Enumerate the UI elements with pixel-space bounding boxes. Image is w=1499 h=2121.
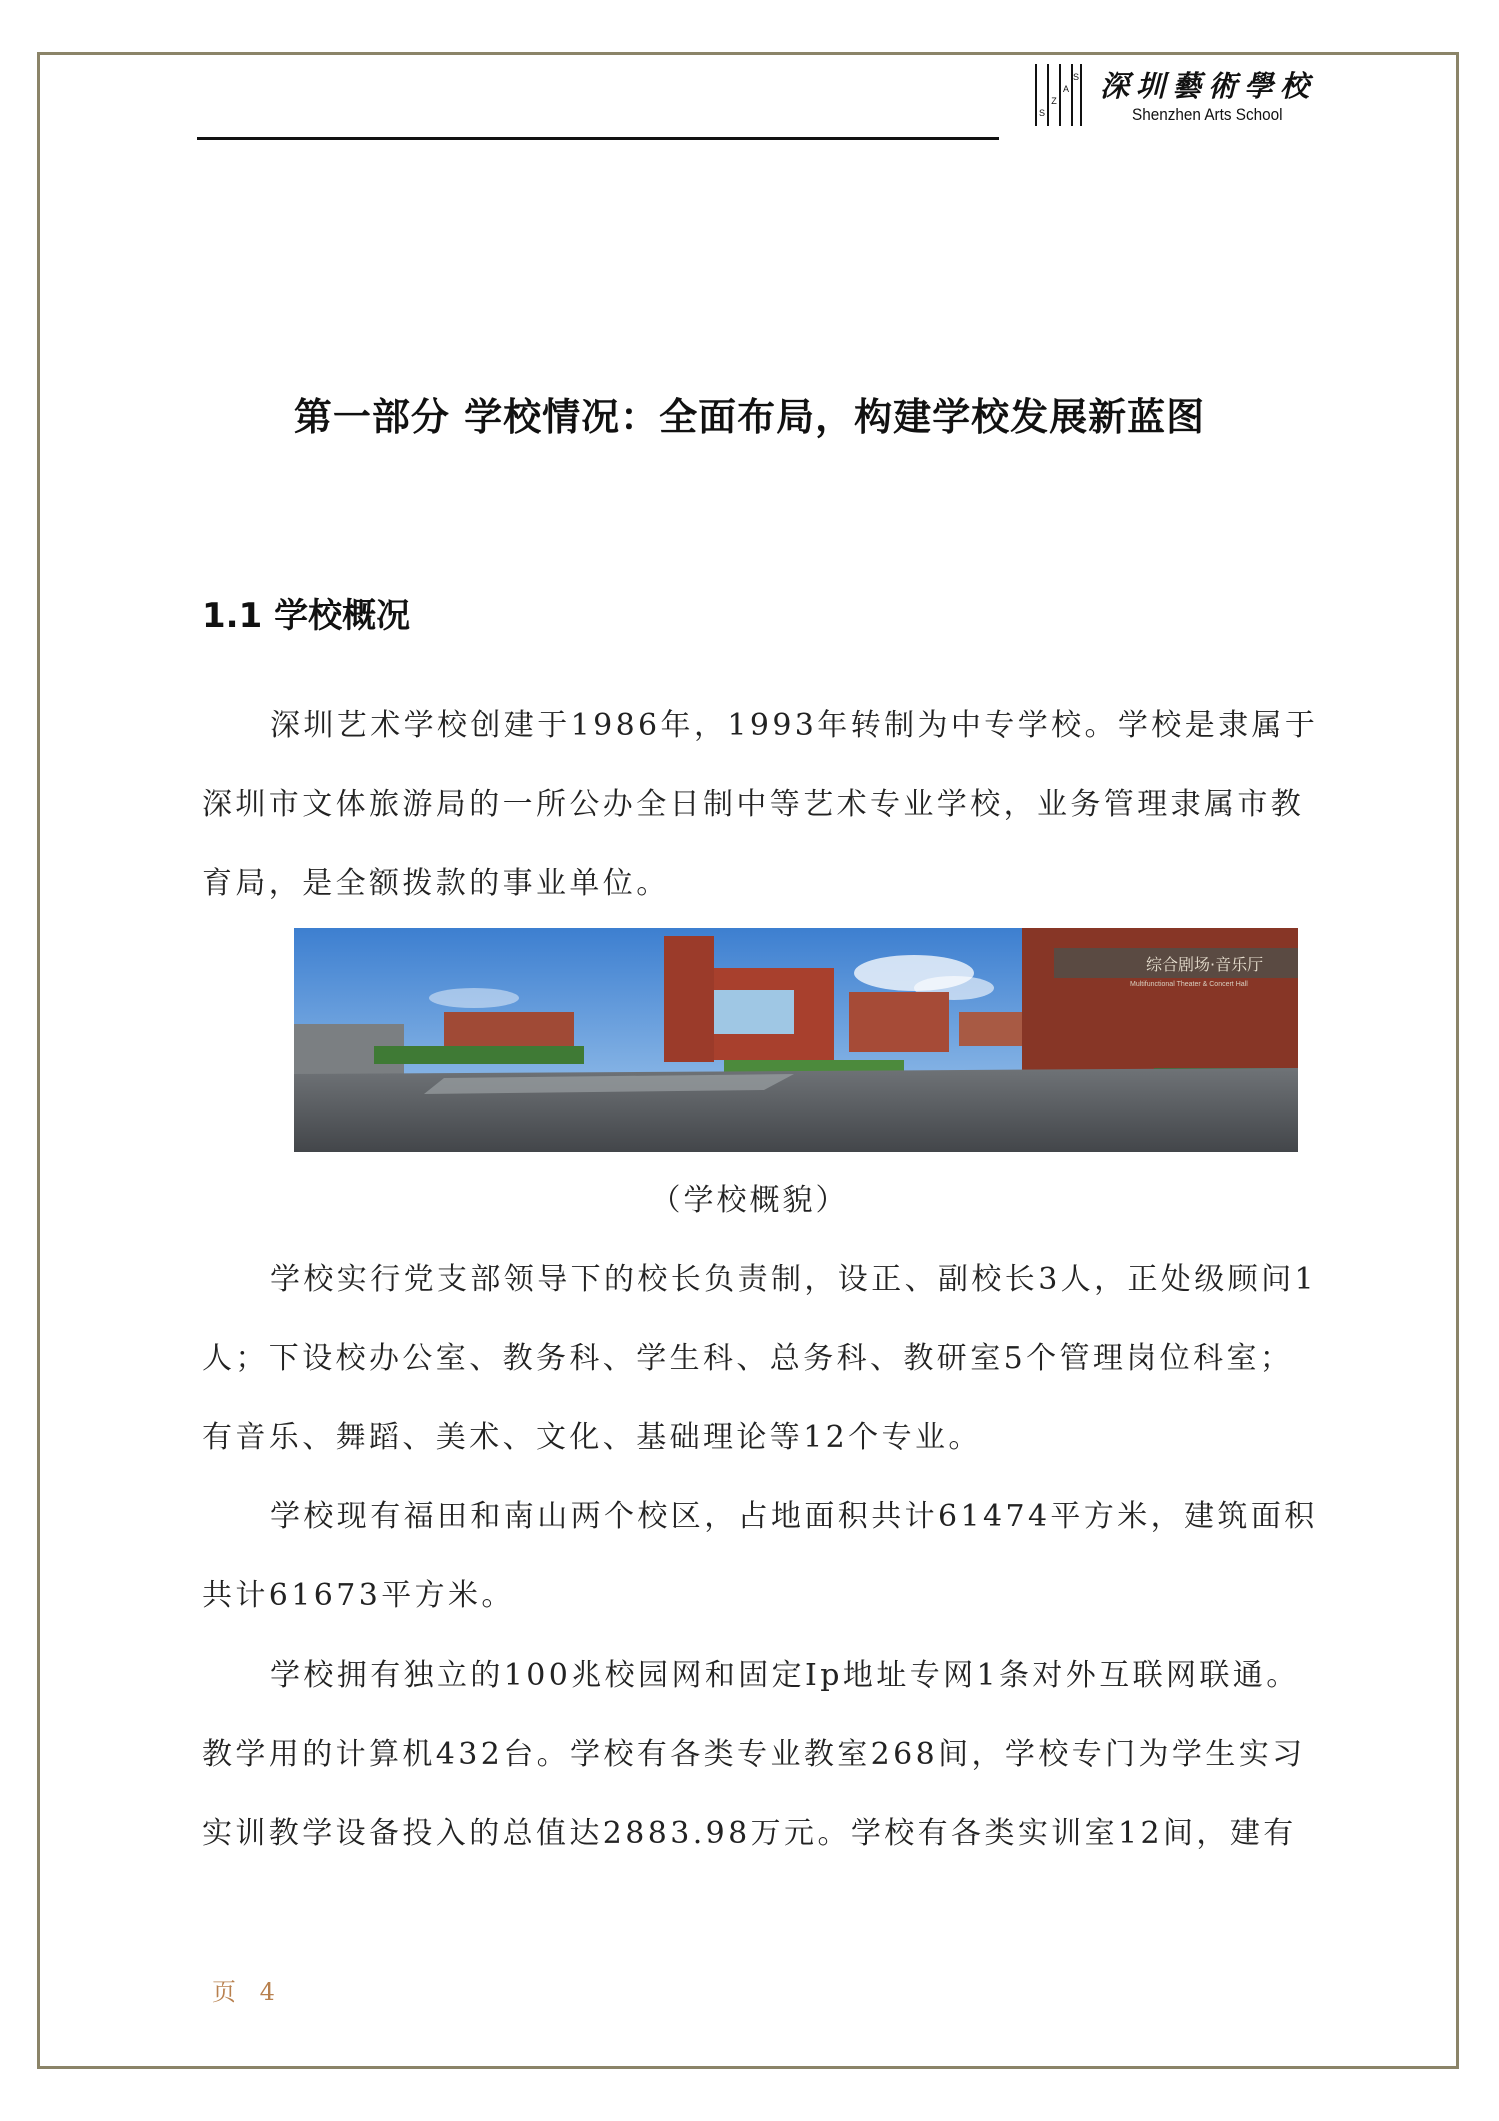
campus-photo-illustration — [294, 928, 1298, 1152]
school-panorama-photo — [294, 928, 1298, 1152]
logo-chinese-name: 深圳藝術學校 — [1100, 69, 1317, 103]
section-title: 1.1 学校概况 — [202, 596, 411, 636]
part-title: 第一部分 学校情况：全面布局，构建学校发展新蓝图 — [293, 395, 1206, 439]
paragraph: 学校实行党支部领导下的校长负责制，设正、副校长3人，正处级顾问1人；下设校办公室、教务科、学生科、总务科、教研室5个管理岗位科室；有音乐、舞蹈、美术、文化、基础理论等12个专业。 — [202, 1262, 1317, 1455]
photo-building-sign-en: Multifunctional Theater & Concert Hall — [1130, 981, 1248, 988]
photo-building-sign: 综合剧场·音乐厅 — [1146, 955, 1264, 974]
page-number: 页 4 — [212, 1978, 283, 2006]
paragraph: 学校现有福田和南山两个校区，占地面积共计61474平方米，建筑面积共计61673平方米。 — [202, 1499, 1318, 1613]
header-rule — [197, 137, 999, 140]
logo-mark-letter: A — [1062, 84, 1070, 94]
logo-mark-letter: S — [1038, 108, 1046, 118]
szas-mark-icon — [1032, 62, 1084, 128]
logo-mark-letter: S — [1072, 72, 1080, 82]
photo-caption: （学校概貌） — [650, 1183, 849, 1218]
logo-mark-letter: Z — [1051, 96, 1057, 106]
paragraph: 学校拥有独立的100兆校园网和固定Ip地址专网1条对外互联网联通。教学用的计算机432台。学校有各类专业教室268间，学校专门为学生实习实训教学设备投入的总值达2883.98万元。学校有各类实训室12间，建有 — [202, 1658, 1306, 1851]
paragraph: 深圳艺术学校创建于1986年，1993年转制为中专学校。学校是隶属于深圳市文体旅游局的一所公办全日制中等艺术专业学校，业务管理隶属市教育局，是全额拨款的事业单位。 — [202, 708, 1319, 901]
school-logo — [1032, 58, 1332, 132]
logo-english-name: Shenzhen Arts School — [1132, 105, 1283, 124]
